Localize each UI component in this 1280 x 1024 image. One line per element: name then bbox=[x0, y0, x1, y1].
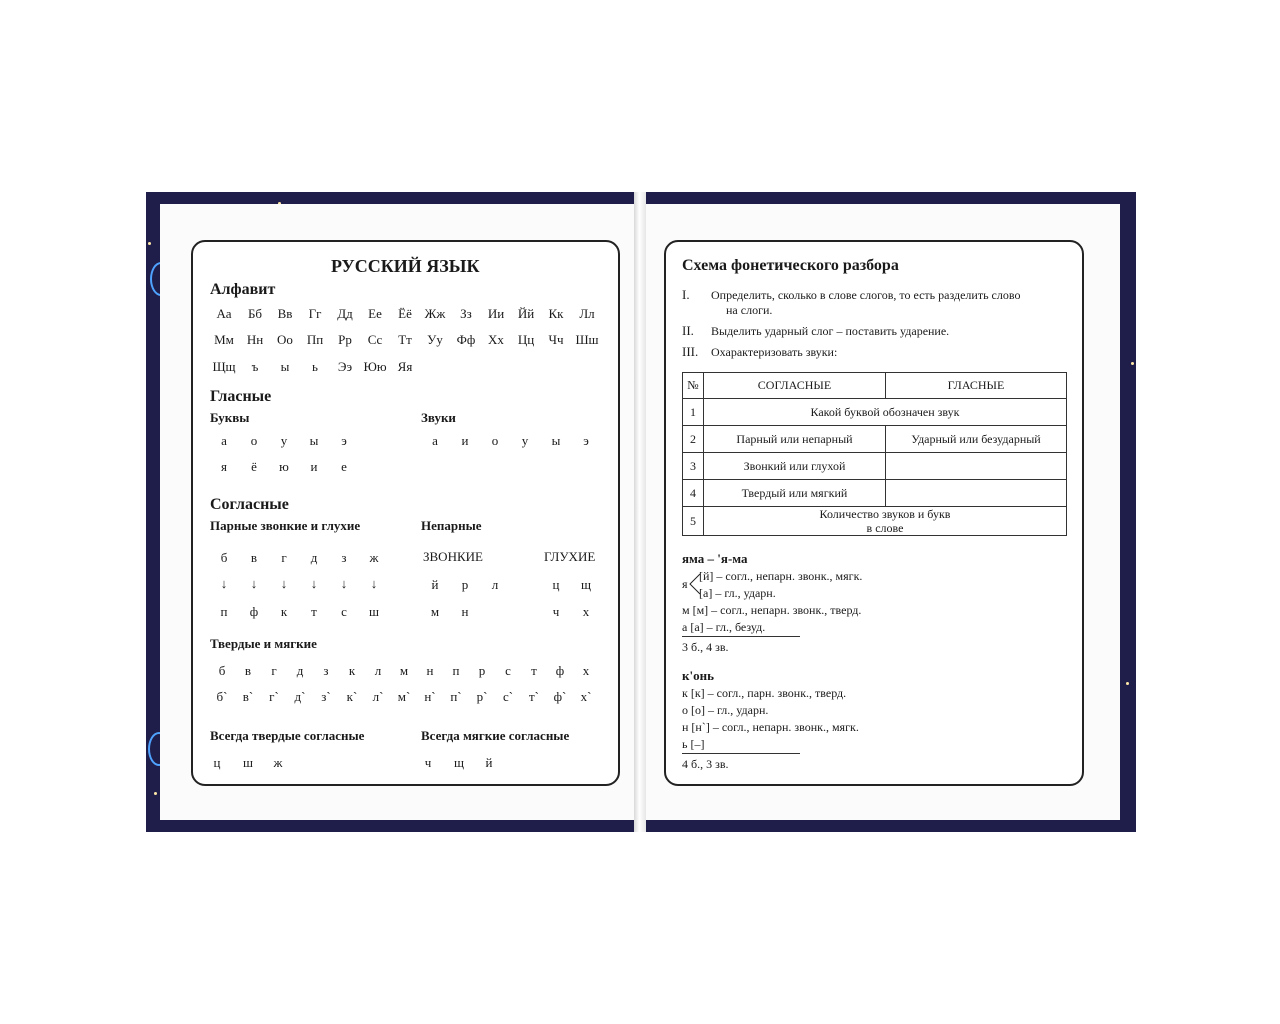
alphabet-letter: Хх bbox=[488, 332, 504, 347]
example-line: к [к] – согл., парн. звонк., тверд. bbox=[682, 686, 847, 700]
table-row-num: 1 bbox=[683, 399, 704, 426]
unpaired-voiced-letter: н bbox=[461, 604, 469, 619]
soft-consonant: б` bbox=[216, 689, 228, 704]
example-divider bbox=[682, 753, 800, 754]
always-soft-letter: й bbox=[485, 755, 493, 770]
alphabet-heading: Алфавит bbox=[210, 281, 276, 298]
soft-consonant: х` bbox=[580, 689, 592, 704]
soft-consonant: к` bbox=[346, 689, 358, 704]
hard-consonant: г bbox=[271, 663, 277, 678]
alphabet-letter: Оо bbox=[277, 332, 293, 347]
paired-voiceless-letter: т bbox=[311, 604, 317, 619]
star-decoration bbox=[1131, 362, 1134, 365]
alphabet-letter: Ёё bbox=[398, 306, 412, 321]
alphabet-letter: Чч bbox=[548, 332, 564, 347]
paired-voiced-letter: г bbox=[281, 550, 287, 565]
always-hard-letter: ш bbox=[242, 755, 253, 770]
soft-consonant: м` bbox=[397, 689, 411, 704]
alphabet-letter: Юю bbox=[363, 359, 387, 374]
always-hard-letter: ц bbox=[213, 755, 221, 770]
alphabet-letter: Лл bbox=[579, 306, 595, 321]
example-letter: я bbox=[682, 577, 688, 591]
table-cell-line: Количество звуков и букв bbox=[819, 507, 951, 521]
example-line: ь [–] bbox=[682, 737, 705, 751]
paired-voiceless-letter: ф bbox=[249, 604, 259, 619]
vowel-letter: ё bbox=[251, 459, 257, 474]
soft-consonant: в` bbox=[242, 689, 254, 704]
hard-consonant: в bbox=[244, 663, 252, 678]
table-header-vowels: ГЛАСНЫЕ bbox=[886, 373, 1067, 399]
hard-consonant: к bbox=[348, 663, 356, 678]
alphabet-letter: Сс bbox=[367, 332, 383, 347]
always-soft-label: Всегда мягкие согласные bbox=[421, 728, 570, 743]
phonetic-table bbox=[682, 372, 1067, 536]
table-cell-merged: Какой буквой обозначен звук bbox=[704, 399, 1067, 426]
paired-voiceless-letter: ш bbox=[368, 604, 379, 619]
example-line: [а] – гл., ударн. bbox=[699, 586, 776, 600]
table-row-num: 4 bbox=[683, 480, 704, 507]
soft-consonant: г` bbox=[269, 689, 279, 704]
example-line: а [а] – гл., безуд. bbox=[682, 620, 766, 634]
step-text: Охарактеризовать звуки: bbox=[711, 345, 838, 359]
unpaired-voiceless-letter: ц bbox=[552, 577, 560, 592]
alphabet-letter: Яя bbox=[397, 359, 413, 374]
alphabet-letter: ъ bbox=[251, 359, 259, 374]
down-arrow-icon: ↓ bbox=[220, 576, 228, 591]
alphabet-letter: Жж bbox=[424, 306, 446, 321]
alphabet-letter: Дд bbox=[337, 306, 353, 321]
alphabet-letter: Цц bbox=[517, 332, 535, 347]
unpaired-label: Непарные bbox=[421, 518, 482, 533]
paired-voiced-letter: ж bbox=[369, 550, 379, 565]
table-header-num: № bbox=[683, 373, 704, 399]
scheme-title: Схема фонетического разбора bbox=[682, 257, 899, 274]
example-line: н [н`] – согл., непарн. звонк., мягк. bbox=[682, 720, 859, 734]
step-number: II. bbox=[682, 323, 694, 338]
example-divider bbox=[682, 636, 800, 637]
hard-consonant: ф bbox=[555, 663, 565, 678]
alphabet-letter: Ээ bbox=[337, 359, 353, 374]
step-number: I. bbox=[682, 287, 690, 302]
paired-voiced-letter: б bbox=[220, 550, 228, 565]
alphabet-letter: Шш bbox=[575, 332, 599, 347]
soft-consonant: з` bbox=[321, 689, 331, 704]
star-decoration bbox=[1126, 682, 1129, 685]
soft-consonant: ф` bbox=[553, 689, 567, 704]
alphabet-letter: Рр bbox=[338, 332, 352, 347]
paired-voiceless-letter: п bbox=[220, 604, 228, 619]
table-cell-merged bbox=[704, 507, 1067, 536]
vowel-letter: э bbox=[341, 433, 347, 448]
alphabet-letter: Нн bbox=[246, 332, 264, 347]
down-arrow-icon: ↓ bbox=[280, 576, 288, 591]
table-cell-consonant: Твердый или мягкий bbox=[704, 480, 886, 507]
example-line: [й] – согл., непарн. звонк., мягк. bbox=[699, 569, 863, 583]
table-cell-vowel: Ударный или безударный bbox=[886, 426, 1067, 453]
hard-consonant: н bbox=[426, 663, 434, 678]
example-line: м [м] – согл., непарн. звонк., тверд. bbox=[682, 603, 862, 617]
alphabet-letter: ь bbox=[312, 359, 318, 374]
alphabet-letter: Уу bbox=[427, 332, 443, 347]
always-soft-letter: ч bbox=[424, 755, 432, 770]
alphabet-letter: Вв bbox=[277, 306, 293, 321]
vowels-heading: Гласные bbox=[210, 388, 272, 405]
hard-consonant: м bbox=[399, 663, 409, 678]
example-word: яма – 'я-ма bbox=[682, 551, 748, 566]
unpaired-voiceless-letter: ч bbox=[552, 604, 560, 619]
alphabet-letter: Фф bbox=[456, 332, 476, 347]
step-text: Определить, сколько в слове слогов, то есть разделить слово bbox=[711, 288, 1021, 302]
unpaired-voiceless-letter: щ bbox=[580, 577, 591, 592]
vowel-letter: ы bbox=[309, 433, 319, 448]
table-cell-consonant: Звонкий или глухой bbox=[704, 453, 886, 480]
unpaired-voiced-letter: м bbox=[430, 604, 440, 619]
vowel-sound: и bbox=[461, 433, 469, 448]
step-text: Выделить ударный слог – поставить ударение. bbox=[711, 324, 950, 338]
unpaired-voiceless-letter: х bbox=[582, 604, 590, 619]
vowel-letter: е bbox=[341, 459, 347, 474]
sounds-label: Звуки bbox=[421, 410, 456, 425]
vowel-letter: я bbox=[221, 459, 227, 474]
alphabet-letter: Ии bbox=[487, 306, 505, 321]
table-header-consonants: СОГЛАСНЫЕ bbox=[704, 373, 886, 399]
vowel-letter: а bbox=[221, 433, 227, 448]
hard-consonant: т bbox=[531, 663, 537, 678]
vowel-letter: и bbox=[310, 459, 318, 474]
step-text-continued: на слоги. bbox=[726, 303, 773, 317]
soft-consonant: с` bbox=[502, 689, 514, 704]
star-decoration bbox=[154, 792, 157, 795]
hard-consonant: п bbox=[452, 663, 460, 678]
down-arrow-icon: ↓ bbox=[310, 576, 318, 591]
soft-consonant: т` bbox=[528, 689, 539, 704]
vowel-letter: ю bbox=[279, 459, 289, 474]
vowel-sound: ы bbox=[551, 433, 561, 448]
vowel-sound: э bbox=[583, 433, 589, 448]
example-word: к'онь bbox=[682, 668, 714, 683]
alphabet-letter: Кк bbox=[548, 306, 564, 321]
unpaired-voiced-letter: р bbox=[461, 577, 469, 592]
step-number: III. bbox=[682, 344, 699, 359]
alphabet-letter: Мм bbox=[214, 332, 234, 347]
voiced-label: ЗВОНКИЕ bbox=[423, 549, 483, 564]
soft-consonant: л` bbox=[372, 689, 384, 704]
alphabet-letter: Ее bbox=[368, 306, 382, 321]
hard-consonant: д bbox=[296, 663, 304, 678]
table-cell-line: в слове bbox=[866, 521, 904, 535]
example-total: 3 б., 4 зв. bbox=[682, 640, 729, 654]
table-row-num: 5 bbox=[683, 507, 704, 536]
down-arrow-icon: ↓ bbox=[370, 576, 378, 591]
hard-consonant: б bbox=[218, 663, 226, 678]
page-gutter bbox=[634, 192, 646, 832]
alphabet-letter: Пп bbox=[306, 332, 324, 347]
soft-consonant: н` bbox=[424, 689, 436, 704]
alphabet-letter: Зз bbox=[460, 306, 472, 321]
alphabet-letter: Гг bbox=[308, 306, 322, 321]
always-hard-label: Всегда твердые согласные bbox=[210, 728, 365, 743]
letters-label: Буквы bbox=[210, 410, 250, 425]
paired-voiceless-letter: к bbox=[280, 604, 288, 619]
hard-consonant: р bbox=[478, 663, 486, 678]
vowel-letter: о bbox=[250, 433, 258, 448]
hard-consonant: х bbox=[582, 663, 590, 678]
soft-consonant: д` bbox=[294, 689, 306, 704]
hard-consonant: л bbox=[374, 663, 382, 678]
down-arrow-icon: ↓ bbox=[250, 576, 258, 591]
unpaired-voiced-letter: й bbox=[431, 577, 439, 592]
paired-voiced-letter: з bbox=[341, 550, 347, 565]
hard-consonant: с bbox=[505, 663, 511, 678]
alphabet-letter: Тт bbox=[398, 332, 412, 347]
vowel-sound: у bbox=[521, 433, 529, 448]
table-row-num: 2 bbox=[683, 426, 704, 453]
table-row-num: 3 bbox=[683, 453, 704, 480]
vowel-sound: а bbox=[432, 433, 438, 448]
example-line: о [о] – гл., ударн. bbox=[682, 703, 769, 717]
paired-voiceless-letter: с bbox=[341, 604, 347, 619]
vowel-sound: о bbox=[491, 433, 499, 448]
consonants-heading: Согласные bbox=[210, 496, 289, 513]
always-soft-letter: щ bbox=[453, 755, 464, 770]
down-arrow-icon: ↓ bbox=[340, 576, 348, 591]
paired-voiced-letter: в bbox=[250, 550, 258, 565]
star-decoration bbox=[148, 242, 151, 245]
alphabet-letter: Йй bbox=[517, 306, 535, 321]
hard-soft-label: Твердые и мягкие bbox=[210, 636, 317, 651]
table-cell-consonant: Парный или непарный bbox=[704, 426, 886, 453]
soft-consonant: р` bbox=[476, 689, 488, 704]
unpaired-voiced-letter: л bbox=[491, 577, 499, 592]
voiceless-label: ГЛУХИЕ bbox=[544, 549, 596, 564]
always-hard-letter: ж bbox=[273, 755, 283, 770]
page-title: РУССКИЙ ЯЗЫК bbox=[331, 256, 480, 276]
paired-label: Парные звонкие и глухие bbox=[210, 518, 361, 533]
example-total: 4 б., 3 зв. bbox=[682, 757, 729, 771]
alphabet-letter: Бб bbox=[247, 306, 263, 321]
table-cell-vowel bbox=[886, 453, 1067, 480]
alphabet-letter: Аа bbox=[216, 306, 232, 321]
alphabet-letter: ы bbox=[280, 359, 290, 374]
vowel-letter: у bbox=[280, 433, 288, 448]
hard-consonant: з bbox=[323, 663, 329, 678]
paired-voiced-letter: д bbox=[310, 550, 318, 565]
soft-consonant: п` bbox=[450, 689, 462, 704]
alphabet-letter: Щщ bbox=[212, 359, 236, 374]
table-cell-vowel bbox=[886, 480, 1067, 507]
